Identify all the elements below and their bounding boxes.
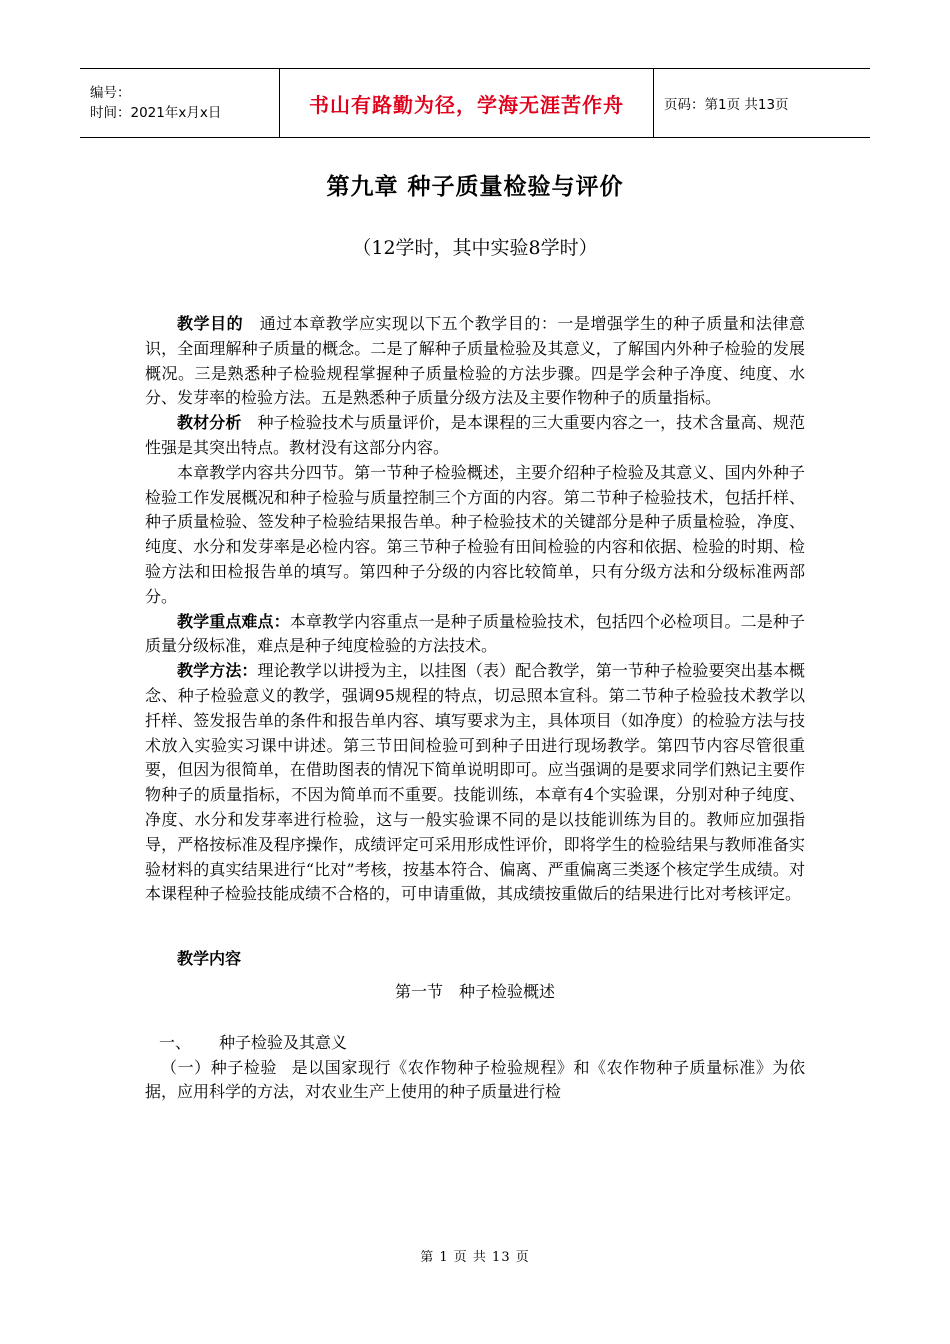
page-footer: 第 1 页 共 13 页 (420, 1250, 530, 1265)
item2-number: （一）种子检验 (161, 1057, 278, 1077)
motto-text: 书山有路勤为径，学海无涯苦作舟 (309, 92, 624, 117)
item2-text: 是以国家现行《农作物种子检验规程》和《农作物种子质量标准》为依据，应用科学的方法，对农业生产上使用的种子质量进行检 (145, 1057, 805, 1102)
methods-label: 教学方法： (177, 661, 258, 681)
header-meta (80, 69, 280, 137)
section-title: 第一节 种子检验概述 (394, 981, 555, 1001)
objectives-paragraph (145, 312, 805, 411)
item1-number: 一、 (159, 1032, 192, 1052)
methods-paragraph (145, 659, 805, 907)
document-number-label: 编号： (90, 85, 131, 101)
structure-paragraph: 本章教学内容共分四节。第一节种子检验概述，主要介绍种子检验及其意义、国内外种子检验工作发展概况和种子检验与质量控制三个方面的内容。第二节种子检验技术，包括扦样、种子质量检验、签发种子检验结果报告单。种子检验技术的关键部分是种子质量检验，净度、纯度、水分和发芽率是必检内容。第三节种子检验有田间检验的内容和依据、检验的时期、检验方法和田检报告单的填写。第四种子分级的内容比较简单，只有分级方法和分级标准两部分。 (145, 462, 805, 606)
list-item-level2 (145, 1056, 805, 1106)
chapter-title: 第九章 种子质量检验与评价 (326, 174, 624, 200)
objectives-label: 教学目的 (177, 314, 244, 333)
content-heading: 教学内容 (177, 949, 242, 969)
header-motto (280, 69, 654, 137)
document-date: 时间：2021年x月x日 (90, 105, 222, 121)
document-body (145, 312, 805, 1105)
header-page-info (654, 69, 870, 137)
page-info-text: 页码：第1页 共13页 (664, 97, 789, 113)
analysis-paragraph (145, 411, 805, 461)
page-header (80, 68, 870, 138)
methods-text: 理论教学以讲授为主，以挂图（表）配合教学，第一节种子检验要突出基本概念、种子检验意义的教学，强调95规程的特点，切忌照本宣科。第二节种子检验技术教学以扦样、签发报告单的条件和报告单内容、填写要求为主，具体项目（如净度）的检验方法与技术放入实验实习课中讲述。第三节田间检验可到种子田进行现场教学。第四节内容尽管很重要，但因为很简单，在借助图表的情况下简单说明即可。应当强调的是要求同学们熟记主要作物种子的质量指标，不因为简单而不重要。技能训练，本章有4个实验课，分别对种子纯度、净度、水分和发芽率进行检验，这与一般实验课不同的是以技能训练为目的。教师应加强指导，严格按标准及程序操作，成绩评定可采用形成性评价，即将学生的检验结果与教师准备实验材料的真实结果进行“比对”考核，按基本符合、偏离、严重偏离三类逐个核定学生成绩。对本课程种子检验技能成绩不合格的，可申请重做，其成绩按重做后的结果进行比对考核评定。 (145, 661, 805, 904)
item1-text: 种子检验及其意义 (219, 1032, 348, 1052)
chapter-subtitle: （12学时，其中实验8学时） (352, 237, 598, 259)
keypoints-label: 教学重点难点： (177, 611, 290, 631)
objectives-text: 通过本章教学应实现以下五个教学目的：一是增强学生的种子质量和法律意识，全面理解种子质量的概念。二是了解种子质量检验及其意义，了解国内外种子检验的发展概况。三是熟悉种子检验规程掌握种子质量检验的方法步骤。四是学会种子净度、纯度、水分、发芽率的检验方法。五是熟悉种子质量分级方法及主要作物种子的质量指标。 (145, 314, 805, 408)
analysis-label: 教材分析 (177, 413, 242, 433)
keypoints-text: 本章教学内容重点一是种子质量检验技术，包括四个必检项目。二是种子质量分级标准，难点是种子纯度检验的方法技术。 (145, 611, 805, 656)
analysis-text: 种子检验技术与质量评价，是本课程的三大重要内容之一，技术含量高、规范性强是其突出特点。教材没有这部分内容。 (145, 413, 805, 457)
keypoints-paragraph (145, 610, 805, 660)
list-item-level1 (145, 1031, 805, 1056)
